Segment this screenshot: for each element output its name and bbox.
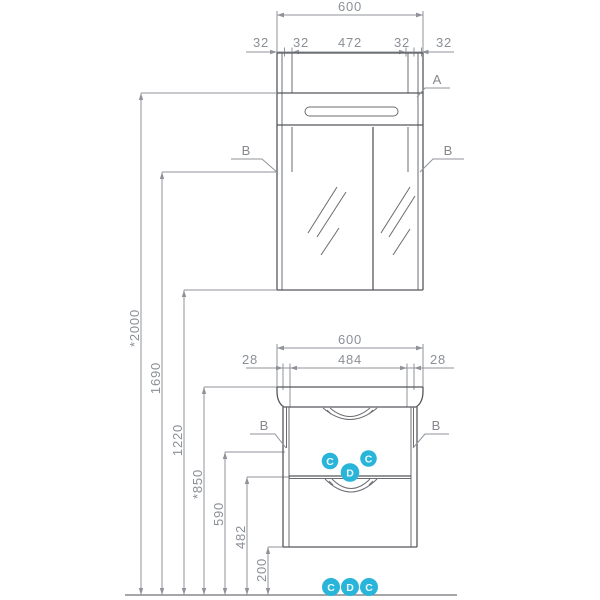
floor-markers: [322, 578, 378, 596]
callout-b-bottom-right: [413, 418, 449, 448]
segment-label: 28: [241, 352, 259, 367]
segment-label: 484: [337, 352, 363, 367]
marker-c-label: C: [327, 581, 335, 594]
mirror-cabinet: [277, 53, 423, 290]
callout-b-label: B: [241, 143, 251, 158]
marker-d-label: D: [346, 581, 354, 594]
height-label: 200: [254, 557, 269, 583]
marker-d-label: D: [346, 467, 354, 480]
segment-label: 32: [252, 35, 270, 50]
vanity-width-label: 600: [337, 332, 363, 347]
mirror-hatch-right: [381, 187, 415, 255]
callout-a-label: A: [432, 72, 442, 87]
callout-b-label: B: [431, 418, 441, 433]
marker-c-label: C: [364, 453, 373, 466]
callout-b-label: B: [259, 418, 269, 433]
callout-b-bottom-left: [250, 418, 286, 448]
height-label-total: *2000: [127, 309, 142, 347]
height-label: 1690: [148, 361, 163, 395]
height-dimensions: [127, 93, 290, 595]
callout-b-label: B: [443, 143, 453, 158]
height-label: *850: [190, 469, 205, 499]
height-label: 590: [211, 501, 226, 527]
callout-b-top-left: [231, 143, 278, 173]
callout-b-top-right: [420, 143, 464, 172]
unit-markers: [322, 450, 377, 482]
marker-c-label: C: [326, 455, 334, 468]
light-diffuser-recess: [305, 107, 398, 116]
mirror-width-label: 600: [337, 0, 363, 14]
segment-label: 472: [337, 35, 363, 50]
marker-c-label: C: [365, 581, 373, 594]
height-label: 1220: [170, 423, 185, 457]
segment-label: 28: [429, 352, 447, 367]
segment-label: 32: [292, 35, 310, 50]
washbasin: [277, 387, 423, 420]
segment-label: 32: [393, 35, 411, 50]
segment-label: 32: [435, 35, 453, 50]
mirror-hatch-left: [308, 187, 346, 255]
height-label: 482: [233, 524, 248, 550]
